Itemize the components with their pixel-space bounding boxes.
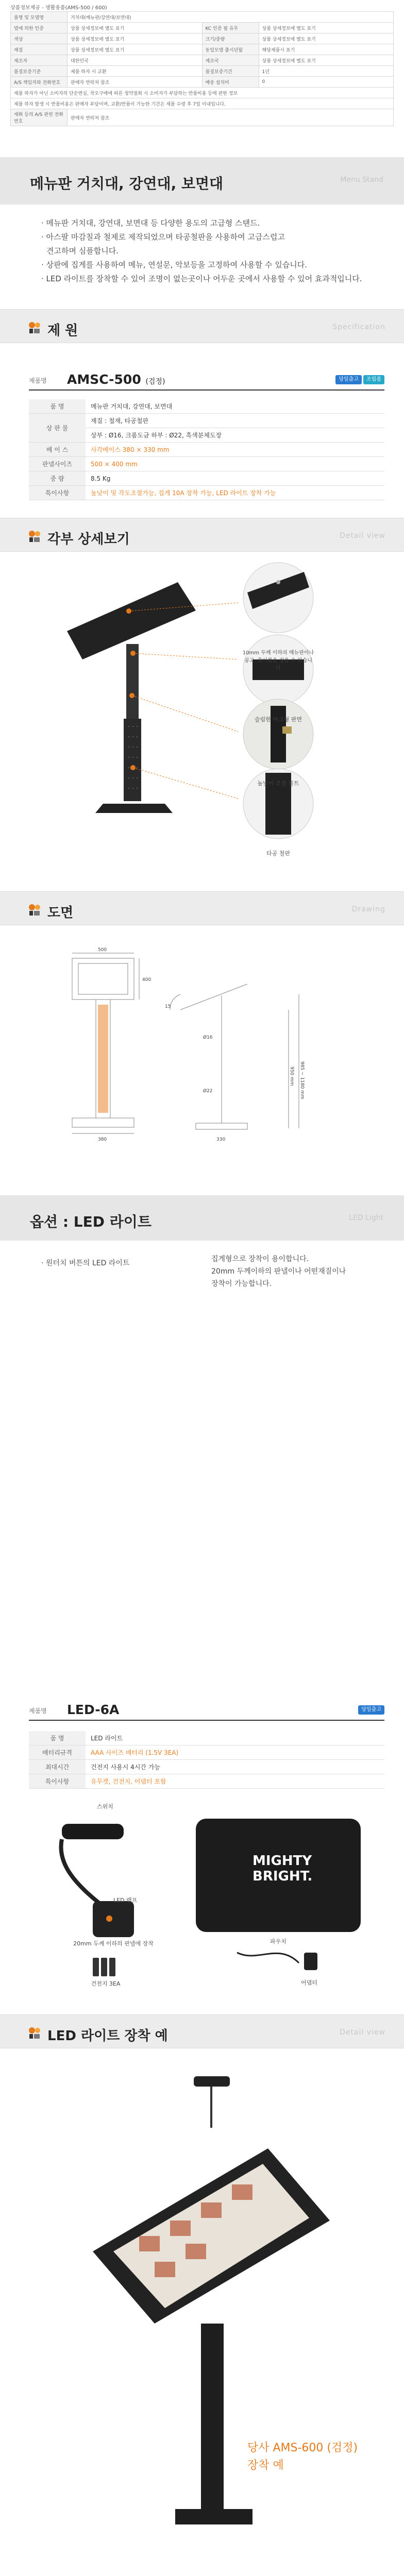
example-illustration bbox=[0, 2066, 404, 2576]
info-key: 크기/중량 bbox=[202, 33, 259, 44]
section-title: LED 라이트 장착 예 bbox=[47, 2028, 168, 2044]
info-key: 제조자 bbox=[11, 55, 68, 66]
info-title: 상품정보제공 - 생활용품(AMS-500 / 600) bbox=[10, 5, 107, 11]
info-key: 색상 bbox=[11, 33, 68, 44]
caption-pouch: 파우치 bbox=[270, 1938, 287, 1945]
table-row bbox=[29, 443, 384, 457]
info-value: 거치대(메뉴판/강연대/보면대) bbox=[68, 12, 394, 23]
spec-value: 유무켓, 건전지, 어댑터 포함 bbox=[86, 1774, 384, 1789]
spec-key: 중 량 bbox=[29, 471, 86, 486]
table-row bbox=[11, 77, 394, 88]
led-clip bbox=[93, 1901, 134, 1937]
info-key: KC 인증 필 유무 bbox=[202, 23, 259, 33]
table-row bbox=[11, 33, 394, 44]
info-value: 상품 상세정보에 별도 표기 bbox=[68, 44, 203, 55]
spec-key: 품 명 bbox=[29, 1731, 86, 1745]
led-gooseneck bbox=[61, 1839, 103, 1906]
option-desc-line: 집게형으로 장착이 용이합니다. bbox=[211, 1255, 309, 1263]
brand-icon bbox=[28, 530, 41, 543]
feature-item: · 상판에 집게를 사용하여 메뉴, 연설문, 악보등을 고정하여 사용할 수 있습니다. bbox=[41, 260, 307, 269]
spec-value: 8.5 Kg bbox=[86, 471, 384, 486]
table-row bbox=[11, 109, 394, 126]
badge-assembly: 조립품 bbox=[363, 375, 384, 384]
caption-panel: 슬림한 마크형 판면 bbox=[254, 716, 302, 723]
table-row bbox=[11, 98, 394, 109]
dim-total-height: 985 ~ 1180 mm bbox=[299, 1061, 305, 1099]
led-spec-table bbox=[29, 1731, 384, 1789]
info-value: 판매자 연락처 참조 bbox=[68, 77, 203, 88]
feature-item: 견고하며 심플합니다. bbox=[46, 246, 119, 256]
section-title: 제 원 bbox=[47, 323, 78, 338]
dim-height: 400 bbox=[142, 977, 152, 982]
table-row bbox=[11, 44, 394, 55]
info-value: 0 bbox=[259, 77, 394, 88]
caption-clip: 10mm 두께 이하의 메뉴판이나 공고, 휴이불을 집을 수 있습니다 bbox=[242, 650, 314, 671]
spec-key: 최대시간 bbox=[29, 1760, 86, 1774]
model-name bbox=[67, 372, 165, 387]
spec-value: 높낮이 및 각도조절가능, 집게 10A 장착 가능, LED 라이트 장착 가능 bbox=[86, 486, 384, 500]
section-subtitle: Detail view bbox=[340, 532, 385, 540]
drawing-section-header bbox=[0, 891, 404, 925]
table-row bbox=[29, 457, 384, 471]
dim-lower-pipe: Ø22 bbox=[203, 1089, 213, 1094]
model-label: 제품명 bbox=[29, 377, 47, 384]
info-value: 상품 상세정보에 별도 표기 bbox=[68, 23, 203, 33]
info-key: 배송 설치비 bbox=[202, 77, 259, 88]
stand-pole-lower bbox=[124, 719, 141, 801]
pouch-brand: BRIGHT. bbox=[252, 1869, 313, 1884]
example-caption-label: 장착 예 bbox=[247, 2459, 284, 2472]
spec-key: 상 판 물 bbox=[29, 414, 86, 443]
section-title: 각부 상세보기 bbox=[47, 532, 130, 547]
table-row bbox=[11, 23, 394, 33]
brand-icon bbox=[28, 321, 41, 334]
led-model-row bbox=[29, 1700, 384, 1721]
option-desc-line: 장착이 가능합니다. bbox=[211, 1280, 272, 1288]
side-base bbox=[196, 1123, 247, 1129]
table-row bbox=[29, 1760, 384, 1774]
table-row bbox=[11, 66, 394, 77]
spec-key: 품 명 bbox=[29, 399, 86, 414]
spec-key: 베 이 스 bbox=[29, 443, 86, 457]
info-key: 품질보증기준 bbox=[11, 66, 68, 77]
spec-key: 판넬사이즈 bbox=[29, 457, 86, 471]
section-title: 도면 bbox=[47, 905, 74, 921]
model-suffix: (검정) bbox=[145, 378, 165, 386]
table-row bbox=[29, 1731, 384, 1745]
caption-adapter: 어댑터 bbox=[301, 1979, 317, 1986]
example-pole bbox=[201, 2324, 224, 2509]
spec-value: LED 라이트 bbox=[86, 1731, 384, 1745]
caption-led-lamp: LED 램프 bbox=[113, 1897, 138, 1904]
option-subtitle: LED Light bbox=[349, 1214, 383, 1222]
dim-angle: 15 bbox=[165, 1004, 171, 1009]
table-row bbox=[11, 88, 394, 98]
model-code: AMSC-500 bbox=[67, 372, 141, 387]
caption-batteries: 건전지 3EA bbox=[91, 1980, 121, 1987]
brand-icon bbox=[28, 2026, 41, 2040]
caption-switch: 스위치 bbox=[97, 1803, 113, 1810]
spec-value: 500 × 400 mm bbox=[86, 457, 384, 471]
info-value: 해당제품시 표기 bbox=[259, 44, 394, 55]
banner-title: 메뉴판 거치대, 강연대, 보면대 bbox=[30, 175, 224, 192]
spec-table bbox=[29, 399, 384, 500]
option-bullet: · 원터치 버튼의 LED 라이트 bbox=[41, 1259, 130, 1267]
model-row bbox=[29, 370, 384, 391]
table-row bbox=[29, 1774, 384, 1789]
section-subtitle: Detail view bbox=[340, 2028, 385, 2037]
info-key: 법에 의한 인증 bbox=[11, 23, 68, 33]
brand-icon bbox=[28, 903, 41, 917]
section-subtitle: Drawing bbox=[351, 905, 385, 913]
info-value: 상품 상세정보에 별도 표기 bbox=[68, 33, 203, 44]
info-key: 품질보증기간 bbox=[202, 66, 259, 77]
option-desc-line: 20mm 두께이하의 판넬이나 어떤재질이나 bbox=[211, 1267, 346, 1276]
table-row bbox=[29, 414, 384, 428]
table-row bbox=[11, 12, 394, 23]
spec-value: 건전지 사용시 4시간 가능 bbox=[86, 1760, 384, 1774]
table-row bbox=[29, 1745, 384, 1760]
info-note: 제품 하자가 아닌 소비자의 단순변심, 착오구매에 따른 청약철회 시 소비자가 부담하는 반품비용 등에 관한 정보 bbox=[11, 88, 394, 98]
spec-value: 사각베이스 380 × 330 mm bbox=[86, 443, 384, 457]
adapter bbox=[304, 1953, 317, 1970]
info-key: 동일모델 출시년월 bbox=[202, 44, 259, 55]
info-value: 상품 상세정보에 별도 표기 bbox=[259, 33, 394, 44]
info-value: 1년 bbox=[259, 66, 394, 77]
info-key: 재화 등의 A/S 관련 전화번호 bbox=[11, 109, 68, 126]
adapter-cable bbox=[237, 1953, 299, 1963]
stand-base bbox=[95, 804, 173, 813]
dim-base-depth: 330 bbox=[216, 1137, 226, 1142]
mounted-led bbox=[194, 2076, 230, 2087]
intro-banner bbox=[0, 157, 404, 205]
feature-item: · 메뉴판 거치대, 강연대, 보면대 등 다양한 용도의 고급형 스탠드. bbox=[41, 218, 260, 228]
spec-key: 특이사항 bbox=[29, 1774, 86, 1789]
detail-illustration bbox=[0, 562, 404, 860]
option-title: 옵션 : LED 라이트 bbox=[30, 1213, 152, 1230]
info-value: 판매자 연락처 참조 bbox=[68, 109, 394, 126]
info-key: 품명 및 모델명 bbox=[11, 12, 68, 23]
feature-item: · 아스팔 마감칠과 철제로 제작되었으며 타공철판을 사용하여 고급스럽고 bbox=[41, 232, 285, 242]
example-caption-model: 당사 AMS-600 (검정) bbox=[247, 2442, 358, 2454]
option-description bbox=[211, 1253, 376, 1290]
spec-section-header bbox=[0, 309, 404, 343]
badge-same-day: 당일출고 bbox=[335, 375, 362, 384]
caption-bolt: 높낮이 조절 볼트 bbox=[257, 780, 299, 787]
detail-section-header bbox=[0, 518, 404, 552]
led-illustration bbox=[0, 1808, 404, 1978]
info-value: 상품 상세정보에 별도 표기 bbox=[259, 55, 394, 66]
model-label: 제품명 bbox=[29, 1707, 47, 1715]
spec-value: AAA 사이즈 배터리 (1.5V 3EA) bbox=[86, 1745, 384, 1760]
dim-upper-pipe: Ø16 bbox=[203, 1035, 213, 1040]
example-base bbox=[175, 2509, 252, 2524]
battery-icons bbox=[93, 1958, 115, 1976]
info-value: 제품 하자 시 교환 bbox=[68, 66, 203, 77]
info-note: 제품 하자 발생 시 반품비용은 판매자 부담이며, 교환/반품이 가능한 기간은 제품 수령 후 7일 이내입니다. bbox=[11, 98, 394, 109]
feature-item: · LED 라이트를 장착할 수 있어 조명이 없는곳이나 어두운 곳에서 사용할 수 있어 효과적입니다. bbox=[41, 274, 362, 283]
info-value: 대한민국 bbox=[68, 55, 203, 66]
caption-perforated: 타공 철판 bbox=[266, 850, 290, 857]
option-banner bbox=[0, 1195, 404, 1241]
dim-width: 500 bbox=[98, 947, 107, 953]
front-base bbox=[72, 1118, 134, 1127]
model-name: LED-6A bbox=[67, 1702, 120, 1717]
spec-key: 배터리규격 bbox=[29, 1745, 86, 1760]
dim-pole-height: 950 mm bbox=[289, 1066, 294, 1086]
table-row bbox=[29, 471, 384, 486]
badge-same-day: 당일출고 bbox=[358, 1705, 384, 1715]
banner-subtitle: Menu Stand bbox=[340, 176, 383, 184]
info-value: 상품 상세정보에 별도 표기 bbox=[259, 23, 394, 33]
technical-drawing bbox=[0, 938, 404, 1154]
info-key: 재질 bbox=[11, 44, 68, 55]
pouch-brand: MIGHTY bbox=[252, 1853, 312, 1869]
info-key: A/S 책임자와 전화번호 bbox=[11, 77, 68, 88]
spec-value: 재질 : 철재, 타공철판 bbox=[86, 414, 384, 428]
led-switch bbox=[106, 1916, 112, 1922]
spec-value: 상부 : Ø16, 크롬도금 하부 : Ø22, 흑색분체도장 bbox=[86, 428, 384, 443]
table-row bbox=[11, 55, 394, 66]
example-section-header bbox=[0, 2014, 404, 2048]
dim-base-width: 380 bbox=[98, 1137, 107, 1142]
led-head bbox=[62, 1824, 124, 1839]
feature-list bbox=[41, 216, 381, 286]
product-info-table bbox=[10, 11, 394, 126]
table-row bbox=[29, 399, 384, 414]
side-panel bbox=[180, 984, 247, 1010]
spec-value: 메뉴판 거치대, 강연대, 보면대 bbox=[86, 399, 384, 414]
table-row bbox=[29, 486, 384, 500]
spec-key: 특이사항 bbox=[29, 486, 86, 500]
front-panel bbox=[72, 958, 134, 999]
section-subtitle: Specification bbox=[332, 323, 385, 331]
caption-clip-thickness: 20mm 두께 이하의 판넬에 장착 bbox=[73, 1940, 154, 1947]
info-key: 제조국 bbox=[202, 55, 259, 66]
